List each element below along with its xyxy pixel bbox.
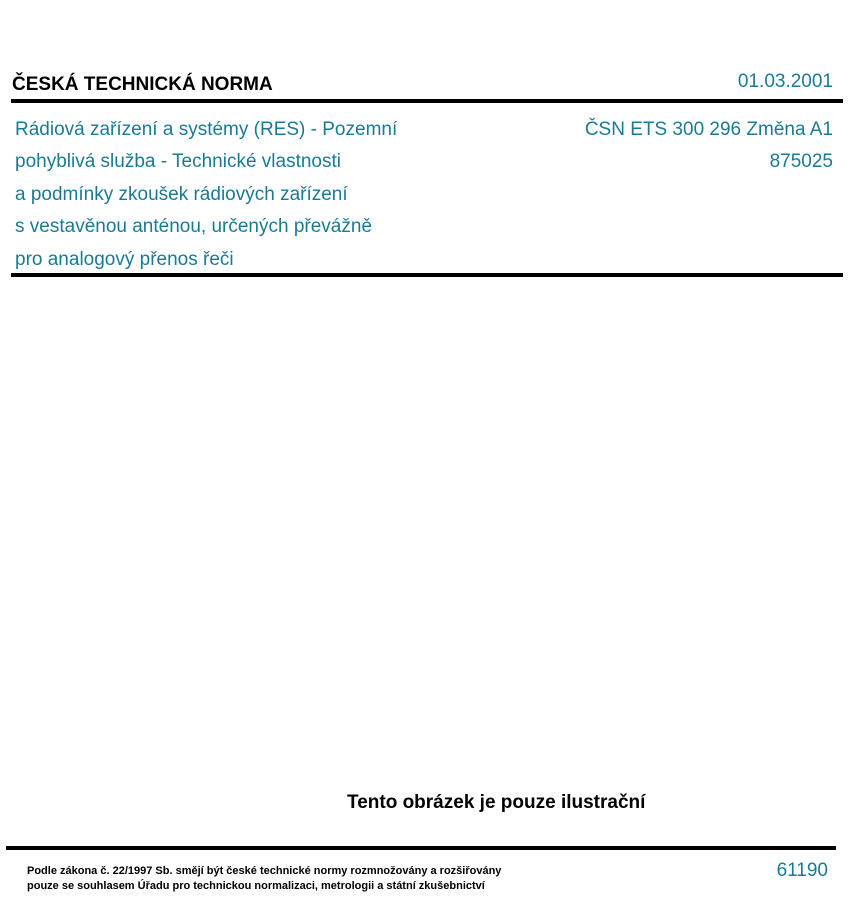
classification-number: 875025 <box>769 151 833 173</box>
document-title-line: pro analogový přenos řeči <box>15 248 234 270</box>
header-divider <box>11 99 843 103</box>
legal-notice-line: pouze se souhlasem Úřadu pro technickou normalizaci, metrologii a státní zkušebnictví <box>27 880 485 892</box>
footer-divider <box>6 846 836 850</box>
legal-notice <box>27 864 501 894</box>
standard-id: ČSN ETS 300 296 Změna A1 <box>584 119 833 140</box>
legal-notice-line: Podle zákona č. 22/1997 Sb. smějí být české technické normy rozmnožovány a rozšiřovány <box>27 865 502 877</box>
title-divider <box>11 273 843 277</box>
order-number: 61190 <box>776 860 828 881</box>
document-title-line: s vestavěnou anténou, určených převážně <box>15 216 373 238</box>
standard-identifier-block <box>585 114 833 179</box>
document-title-line: pohyblivá služba - Technické vlastnosti <box>15 151 341 173</box>
illustration-note: Tento obrázek je pouze ilustrační <box>347 792 646 813</box>
document-title-line: a podmínky zkoušek rádiových zařízení <box>15 183 348 205</box>
document-title <box>15 114 485 276</box>
effective-date: 01.03.2001 <box>737 71 833 92</box>
document-title-line: Rádiová zařízení a systémy (RES) - Pozemní <box>15 119 398 140</box>
norm-header-title: ČESKÁ TECHNICKÁ NORMA <box>12 74 273 95</box>
